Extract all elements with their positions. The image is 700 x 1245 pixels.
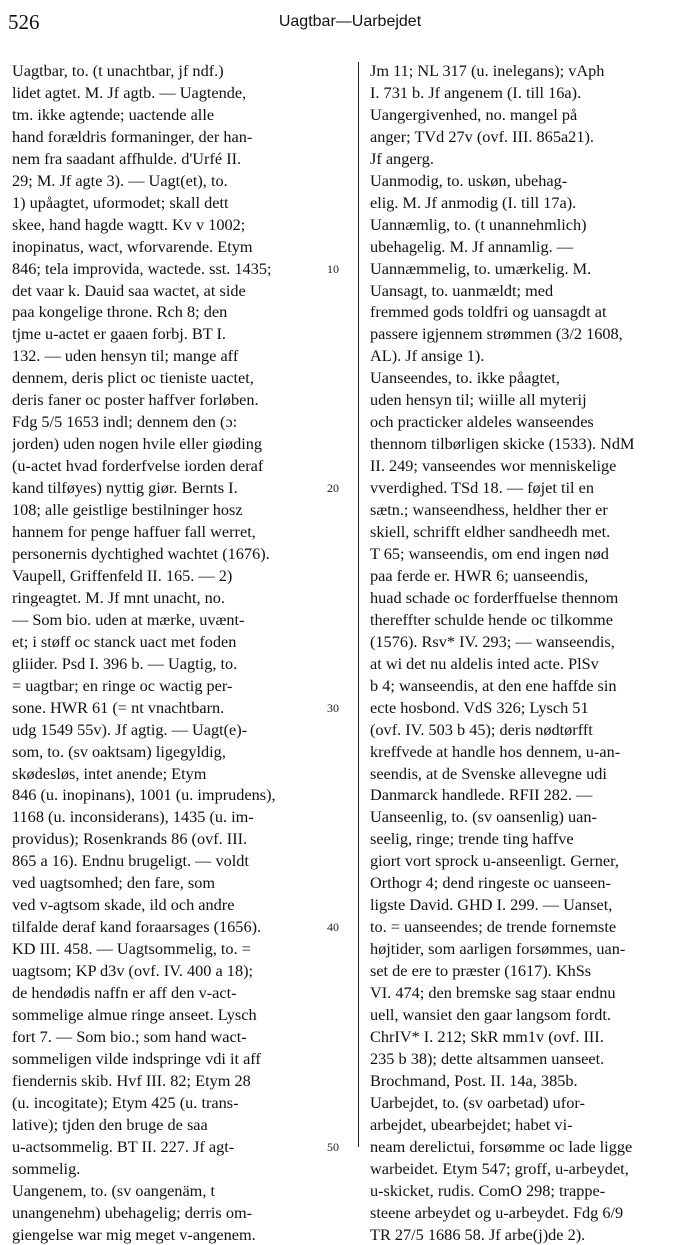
text-line: 1) upåagtet, uformodet; skall dett [12, 192, 229, 212]
line-number: 10 [327, 261, 339, 276]
text-line: warbeidet. Etym 547; groff, u-arbeydet, [370, 1158, 629, 1178]
text-line: skødesløs, intet anende; Etym [12, 763, 207, 783]
text-line: Orthogr 4; dend ringeste oc uanseen- [370, 873, 611, 893]
page-number: 526 [8, 10, 40, 34]
text-line: providus); Rosenkrands 86 (ovf. III. [12, 829, 248, 849]
text-line: u-actsommelig. BT II. 227. Jf agt- [12, 1136, 235, 1156]
text-line: personernis dychtighed wachtet (1676). [12, 543, 270, 563]
text-line: paa ferde er. HWR 6; uanseendis, [370, 565, 589, 585]
line-number: 50 [327, 1140, 339, 1155]
text-line: ligste David. GHD I. 299. — Uanset, [370, 895, 613, 915]
text-line: paa kongelige throne. Rch 8; den [12, 302, 228, 322]
text-line: TR 27/5 1686 58. Jf arbe(j)de 2). [370, 1224, 586, 1244]
text-line: elig. M. Jf anmodig (I. till 17a). [370, 192, 577, 212]
line-number: 20 [327, 481, 339, 496]
text-line: I. 731 b. Jf angenem (I. till 16a). [370, 82, 582, 102]
text-line: fort 7. — Som bio.; som hand wact- [12, 1026, 247, 1046]
text-line: Jf angerg. [370, 148, 434, 168]
text-line: skiell, schrifft eldher sandheedh met. [370, 522, 611, 542]
text-line: Uanseendes, to. ikke påagtet, [370, 368, 560, 388]
text-line: Uagtbar, to. (t unachtbar, jf ndf.) [12, 61, 224, 80]
text-line: arbejdet, ubearbejdet; habet vi- [370, 1114, 573, 1134]
text-line: kand tilføyes) nyttig giør. Bernts I. [12, 478, 238, 498]
text-line: giengelse war mig meget v-angenem. [12, 1224, 256, 1244]
text-line: hannem for penge haffuer fall werret, [12, 522, 256, 542]
text-line: de hendødis naffn er aff den v-act- [12, 983, 237, 1003]
text-line: Uanseenlig, to. (sv oansenlig) uan- [370, 807, 597, 827]
text-line: at wi det nu aldelis inted acte. PlSv [370, 653, 599, 673]
text-line: (u. incogitate); Etym 425 (u. trans- [12, 1092, 239, 1112]
text-line: Uarbejdet, to. (sv oarbetad) ufor- [370, 1092, 585, 1112]
text-line: sone. HWR 61 (= nt vnachtbarn. [12, 697, 225, 717]
text-line: thereffter schulde hende oc tilkomme [370, 609, 613, 629]
text-line: kreffvede at handle hos dennem, u-an- [370, 741, 621, 761]
text-line: inopinatus, wact, wforvarende. Etym [12, 236, 253, 256]
text-line: sætn.; wanseendhess, heldher ther er [370, 500, 608, 520]
right-column [370, 60, 695, 1245]
text-line: udg 1549 55v). Jf agtig. — Uagt(e)- [12, 719, 248, 739]
line-number: 30 [327, 700, 339, 715]
column-divider [358, 62, 359, 1147]
text-line: højtider, som aarligen forsømmes, uan- [370, 939, 626, 959]
text-line: Brochmand, Post. II. 14a, 385b. [370, 1070, 578, 1090]
text-line: anger; TVd 27v (ovf. III. 865a21). [370, 126, 594, 146]
text-line: Uangergivenhed, no. mangel på [370, 104, 578, 124]
text-line: och practicker aldeles wanseendes [370, 412, 594, 432]
text-line: 846 (u. inopinans), 1001 (u. imprudens), [12, 785, 276, 805]
text-line: 132. — uden hensyn til; mange aff [12, 346, 239, 366]
text-line: vverdighed. TSd 18. — føjet til en [370, 478, 594, 498]
text-line: Jm 11; NL 317 (u. inelegans); vAph [370, 61, 605, 80]
text-line: nem fra saadant affhulde. d'Urfé II. [12, 148, 242, 168]
text-line: seendis, at de Svenske allevegne udi [370, 763, 607, 783]
text-line: fremmed gods toldfri og uansagdt at [370, 302, 607, 322]
text-line: sommeligen vilde indspringe vdi it aff [12, 1048, 261, 1068]
running-head: Uagtbar—Uarbejdet [278, 13, 422, 30]
text-line: uell, wansiet den gaar langsom fordt. [370, 1004, 611, 1024]
text-line: ecte hosbond. VdS 326; Lysch 51 [370, 697, 589, 717]
text-line: ubehagelig. M. Jf annamlig. — [370, 236, 574, 256]
text-line: Uangenem, to. (sv oangenäm, t [12, 1180, 216, 1200]
text-line: ved uagtsomhed; den fare, som [12, 873, 216, 893]
text-line: ved v-agtsom skade, ild och andre [12, 895, 235, 915]
text-line: hand forældris formaninger, der han- [12, 126, 253, 146]
text-line: sommelig. [12, 1158, 81, 1178]
text-line: KD III. 458. — Uagtsommelig, to. = [12, 939, 251, 959]
text-line: tjme u-actet er gaaen forbj. BT I. [12, 324, 226, 344]
text-line: fiendernis skib. Hvf III. 82; Etym 28 [12, 1070, 251, 1090]
text-line: II. 249; vanseendes wor menniskelige [370, 456, 617, 476]
text-line: tm. ikke agtende; uactende alle [12, 104, 215, 124]
text-line: ringeagtet. M. Jf mnt unacht, no. [12, 587, 225, 607]
text-line: tilfalde deraf kand foraarsages (1656). [12, 917, 262, 937]
text-line: 846; tela improvida, wactede. sst. 1435; [12, 258, 272, 278]
text-line: VI. 474; den bremske sag staar endnu [370, 983, 616, 1003]
text-line: 1168 (u. inconsiderans), 1435 (u. im- [12, 807, 254, 827]
text-line: (u-actet hvad forderfvelse iorden deraf [12, 456, 264, 476]
line-number: 40 [327, 920, 339, 935]
text-line: huad schade oc forderffuelse thennom [370, 587, 619, 607]
text-line: Uannæmlig, to. (t unannehmlich) [370, 214, 587, 234]
text-line: uden hensyn til; wiille all myterij [370, 390, 587, 410]
text-line: Fdg 5/5 1653 indl; dennem den (ɔ: [12, 412, 238, 432]
text-line: Danmarck handlede. RFII 282. — [370, 785, 593, 805]
text-line: set de ere to præster (1617). KhSs [370, 961, 592, 981]
text-line: T 65; wanseendis, om end ingen nød [370, 543, 609, 563]
left-column [12, 60, 347, 1245]
text-line: gliider. Psd I. 396 b. — Uagtig, to. [12, 653, 238, 673]
text-line: AL). Jf ansige 1). [370, 346, 485, 366]
text-line: — Som bio. uden at mærke, uvænt- [12, 609, 245, 629]
text-line: 235 b 38); dette altsammen uanseet. [370, 1048, 605, 1068]
text-line: Uannæmmelig, to. umærkelig. M. [370, 258, 592, 278]
text-line: steene arbeydet og u-arbeydet. Fdg 6/9 [370, 1202, 624, 1222]
text-line: lidet agtet. M. Jf agtb. — Uagtende, [12, 82, 247, 102]
page-header [0, 0, 700, 40]
text-line: skee, hand hagde wagtt. Kv v 1002; [12, 214, 246, 234]
text-line: dennem, deris plict oc tieniste uactet, [12, 368, 254, 388]
text-line: uagtsom; KP d3v (ovf. IV. 400 a 18); [12, 961, 254, 981]
text-line: = uagtbar; en ringe oc wactig per- [12, 675, 233, 695]
text-line: ChrIV* I. 212; SkR mm1v (ovf. III. [370, 1026, 604, 1046]
text-line: unangenehm) ubehagelig; derris om- [12, 1202, 253, 1222]
text-line: thennom tilbørligen skicke (1533). NdM [370, 434, 635, 454]
text-line: deris faner oc poster haffver forløben. [12, 390, 259, 410]
text-line: 29; M. Jf agte 3). — Uagt(et), to. [12, 170, 228, 190]
text-line: (1576). Rsv* IV. 293; — wanseendis, [370, 631, 615, 651]
text-line: sommelige almue ringe anseet. Lysch [12, 1004, 257, 1024]
text-line: passere igjennem strømmen (3/2 1608, [370, 324, 623, 344]
text-line: jorden) uden nogen hvile eller giøding [12, 434, 263, 454]
text-line: lative); tjden den bruge de saa [12, 1114, 208, 1134]
text-line: Vaupell, Griffenfeld II. 165. — 2) [12, 565, 233, 585]
text-line: Uansagt, to. uanmældt; med [370, 280, 554, 300]
text-line: to. = uanseendes; de trende fornemste [370, 917, 617, 937]
text-line: 865 a 16). Endnu brugeligt. — voldt [12, 851, 249, 871]
text-line: som, to. (sv oaktsam) ligegyldig, [12, 741, 226, 761]
text-line: seelig, ringe; trende ting haffve [370, 829, 574, 849]
text-line: (ovf. IV. 503 b 45); deris nødtørfft [370, 719, 593, 739]
text-line: b 4; wanseendis, at den ene haffde sin [370, 675, 617, 695]
text-line: det vaar k. Dauid saa wactet, at side [12, 280, 246, 300]
text-line: u-skicket, rudis. ComO 298; trappe- [370, 1180, 606, 1200]
text-line: neam derelictui, forsømme oc lade ligge [370, 1136, 633, 1156]
text-line: Uanmodig, to. uskøn, ubehag- [370, 170, 568, 190]
text-line: et; i støff oc stanck uact met foden [12, 631, 237, 651]
text-line: giort vort sprock u-anseenligt. Gerner, [370, 851, 619, 871]
text-line: 108; alle geistlige bestilninger hosz [12, 500, 243, 520]
